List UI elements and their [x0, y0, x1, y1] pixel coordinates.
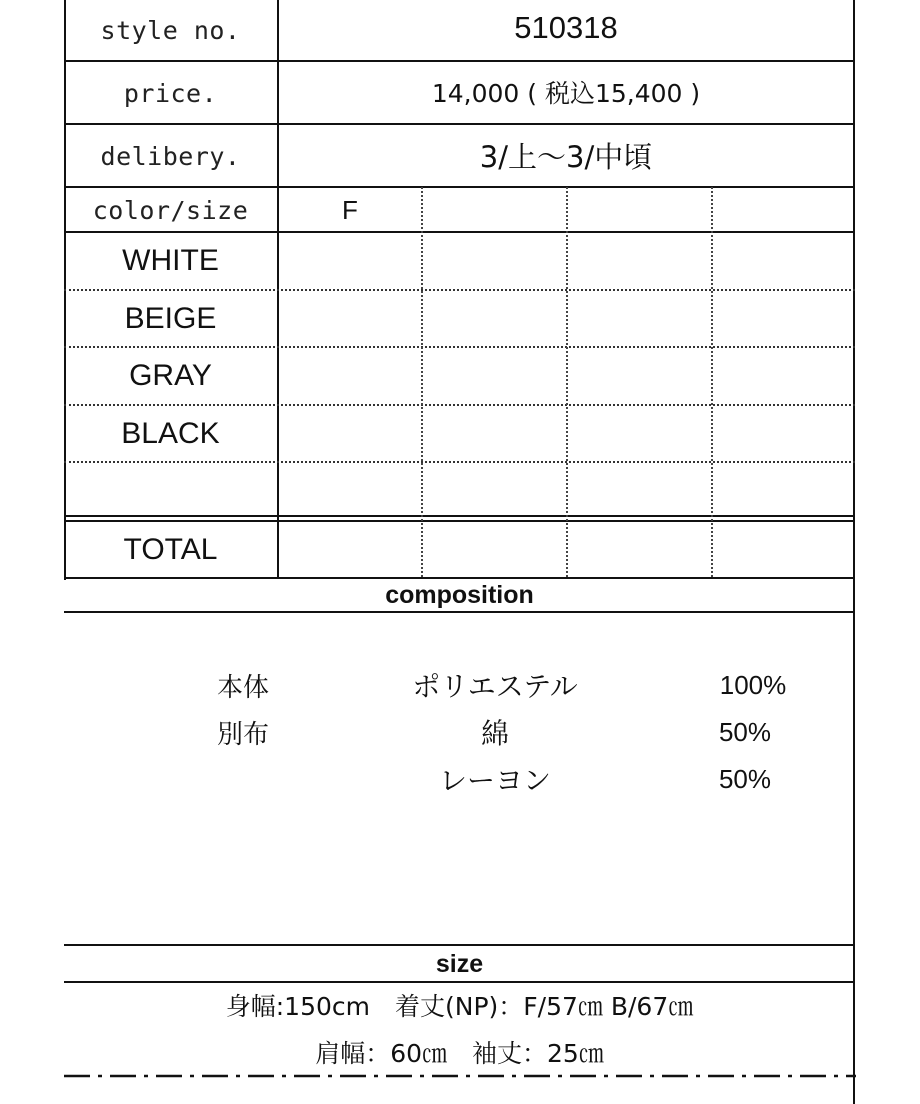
- size-col-divider-3: [711, 187, 713, 577]
- size-header-2: [423, 188, 566, 232]
- color-empty: [64, 463, 277, 515]
- color-gray: GRAY: [129, 359, 212, 392]
- size-title: size: [435, 949, 484, 978]
- color-white: WHITE: [122, 244, 219, 277]
- total-divider-top: [64, 515, 855, 517]
- size-line-2: 肩幅：60㎝ 袖丈：25㎝: [315, 1039, 604, 1068]
- color-beige: BEIGE: [124, 302, 217, 335]
- size-header-4: [713, 188, 853, 232]
- composition-material-3: レーヨン: [438, 764, 551, 797]
- size-header-3: [568, 188, 711, 232]
- composition-percent-3: 50%: [718, 763, 772, 794]
- price-label: price.: [123, 78, 218, 108]
- size-line-1: 身幅:150cm 着丈(NP)：F/57㎝ B/67㎝: [225, 992, 694, 1021]
- composition-percent-2: 50%: [718, 716, 772, 747]
- composition-material-1: ポリエステル: [412, 670, 578, 703]
- size-col-divider-2: [566, 187, 568, 577]
- table-right-border: [853, 0, 855, 1104]
- total-label: TOTAL: [123, 532, 218, 566]
- style-label: style no.: [100, 15, 241, 45]
- composition-material-2: 綿: [480, 717, 509, 750]
- size-header-f: F: [342, 194, 358, 225]
- composition-part-1: 本体: [216, 672, 269, 703]
- size-col-divider-1: [421, 187, 423, 577]
- composition-percent-1: 100%: [719, 669, 787, 700]
- delivery-label: delibery.: [100, 141, 241, 171]
- delivery-value: 3/上～3/中頃: [479, 139, 653, 174]
- composition-part-3: [183, 756, 303, 802]
- composition-title: composition: [385, 581, 534, 609]
- style-value: 510318: [514, 10, 618, 45]
- color-black: BLACK: [121, 417, 220, 450]
- price-value: 14,000 ( 税込15,400 ): [431, 79, 701, 108]
- color-size-label: color/size: [92, 195, 249, 225]
- composition-part-2: 別布: [216, 719, 269, 750]
